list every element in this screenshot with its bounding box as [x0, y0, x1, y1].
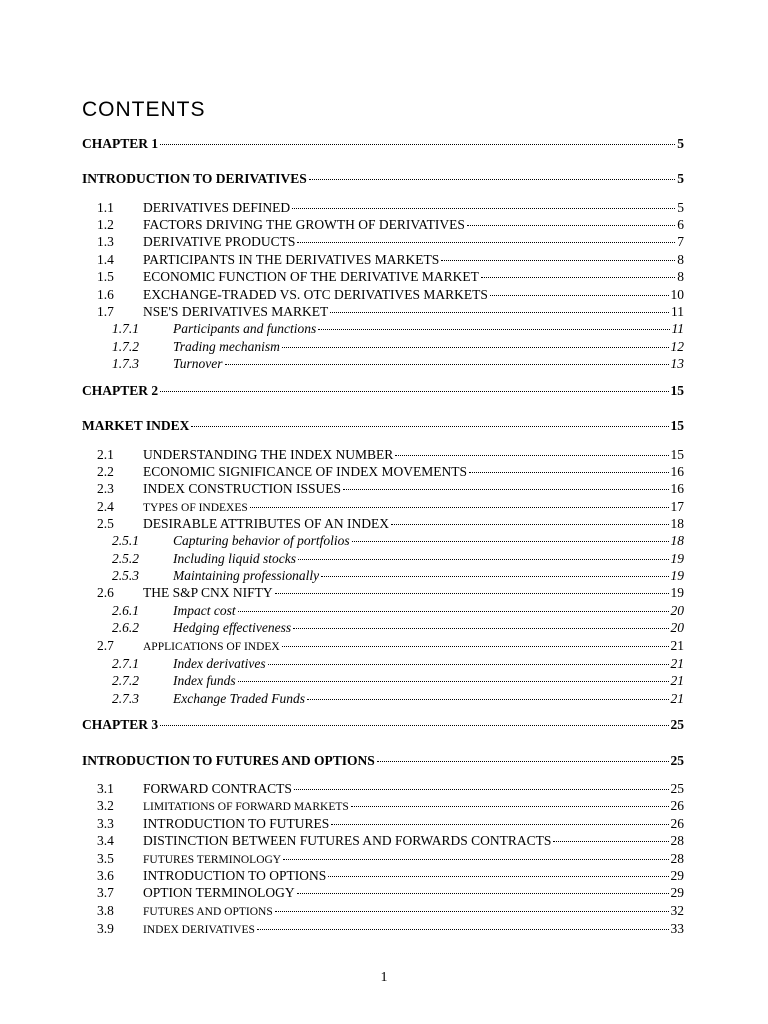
dot-leader — [377, 761, 669, 762]
entry-number: 3.9 — [97, 921, 114, 936]
toc-section-entry[interactable] — [97, 584, 684, 602]
dot-leader — [395, 455, 668, 456]
entry-number: 2.2 — [97, 464, 114, 479]
entry-title: Exchange Traded Funds — [173, 691, 305, 706]
dot-leader — [160, 725, 668, 726]
entry-page-number: 29 — [670, 885, 684, 900]
entry-title: DISTINCTION BETWEEN FUTURES AND FORWARDS CONTRACTS — [143, 833, 552, 848]
entry-number: 1.5 — [97, 269, 114, 284]
page-title: CONTENTS — [82, 98, 206, 122]
entry-title: DESIRABLE ATTRIBUTES OF AN INDEX — [143, 516, 390, 531]
entry-page-number: 15 — [670, 383, 684, 398]
entry-number: 3.5 — [97, 851, 114, 866]
entry-title: EXCHANGE-TRADED VS. OTC DERIVATIVES MARKETS — [143, 287, 488, 302]
entry-page-number: 28 — [670, 833, 684, 848]
dot-leader — [352, 541, 669, 542]
dot-leader — [297, 242, 675, 243]
dot-leader — [238, 611, 669, 612]
entry-number: 2.7.1 — [112, 656, 139, 671]
entry-title: FUTURES AND OPTIONS — [143, 906, 273, 918]
entry-page-number: 5 — [677, 171, 684, 186]
dot-leader — [293, 628, 668, 629]
page-number: 1 — [380, 970, 388, 985]
entry-number: 2.3 — [97, 481, 114, 496]
entry-page-number: 29 — [670, 868, 684, 883]
toc-chapter-entry[interactable] — [82, 135, 684, 153]
toc-section-entry[interactable] — [97, 480, 684, 498]
entry-number: 1.7.1 — [112, 321, 139, 336]
entry-page-number: 16 — [670, 464, 684, 479]
entry-title: INDEX DERIVATIVES — [143, 924, 255, 936]
dot-leader — [160, 391, 668, 392]
entry-title: PARTICIPANTS IN THE DERIVATIVES MARKETS — [143, 252, 440, 267]
entry-title: UNDERSTANDING THE INDEX NUMBER — [143, 447, 394, 462]
entry-title: Index funds — [173, 673, 236, 688]
entry-page-number: 18 — [670, 516, 684, 531]
dot-leader — [318, 329, 669, 330]
toc-subsection-entry[interactable] — [112, 655, 684, 673]
entry-title: Turnover — [173, 356, 223, 371]
entry-page-number: 15 — [670, 447, 684, 462]
dot-leader — [441, 260, 675, 261]
toc-section-entry[interactable] — [97, 286, 684, 304]
entry-title: DERIVATIVES DEFINED — [143, 200, 291, 215]
entry-number: 1.6 — [97, 287, 114, 302]
entry-title: INTRODUCTION TO OPTIONS — [143, 868, 327, 883]
entry-number: 2.5 — [97, 516, 114, 531]
entry-page-number: 26 — [670, 816, 684, 831]
dot-leader — [307, 699, 669, 700]
toc-section-entry[interactable] — [97, 251, 684, 269]
toc-subsection-entry[interactable] — [112, 320, 684, 338]
dot-leader — [328, 876, 668, 877]
dot-leader — [225, 364, 669, 365]
toc-section-entry[interactable] — [97, 268, 684, 286]
entry-page-number: 13 — [670, 356, 684, 371]
entry-title: Impact cost — [173, 603, 236, 618]
toc-chapter-entry[interactable] — [82, 382, 684, 400]
entry-number: 2.1 — [97, 447, 114, 462]
entry-page-number: 21 — [670, 656, 684, 671]
dot-leader — [250, 507, 669, 508]
dot-leader — [160, 144, 675, 145]
entry-page-number: 8 — [677, 269, 684, 284]
toc-section-entry[interactable] — [97, 832, 684, 850]
entry-title: NSE'S DERIVATIVES MARKET — [143, 304, 329, 319]
entry-number: 2.7 — [97, 638, 114, 653]
dot-leader — [191, 426, 668, 427]
dot-leader — [343, 489, 668, 490]
toc-section-entry[interactable] — [97, 515, 684, 533]
dot-leader — [282, 347, 669, 348]
entry-title: MARKET INDEX — [82, 418, 190, 433]
entry-title: INTRODUCTION TO DERIVATIVES — [82, 171, 307, 186]
entry-number: 3.1 — [97, 781, 114, 796]
toc-subsection-entry[interactable] — [112, 532, 684, 550]
entry-page-number: 5 — [677, 200, 684, 215]
toc-section-entry[interactable] — [97, 902, 684, 921]
toc-section-entry[interactable] — [97, 780, 684, 798]
entry-title: OPTION TERMINOLOGY — [143, 885, 295, 900]
entry-title: Maintaining professionally — [173, 568, 320, 583]
entry-title: INDEX CONSTRUCTION ISSUES — [143, 481, 342, 496]
entry-number: 3.7 — [97, 885, 114, 900]
entry-number: 2.7.2 — [112, 673, 139, 688]
entry-page-number: 25 — [670, 717, 684, 732]
entry-page-number: 11 — [671, 304, 684, 319]
toc-subsection-entry[interactable] — [112, 690, 684, 708]
entry-page-number: 28 — [670, 851, 684, 866]
entry-title: ECONOMIC SIGNIFICANCE OF INDEX MOVEMENTS — [143, 464, 468, 479]
dot-leader — [238, 681, 669, 682]
entry-title: ECONOMIC FUNCTION OF THE DERIVATIVE MARKET — [143, 269, 479, 284]
entry-title: TYPES OF INDEXES — [143, 502, 248, 514]
entry-page-number: 10 — [670, 287, 684, 302]
entry-number: 2.6 — [97, 585, 114, 600]
dot-leader — [294, 789, 669, 790]
toc-subsection-entry[interactable] — [112, 550, 684, 568]
entry-title: DERIVATIVE PRODUCTS — [143, 234, 296, 249]
dot-leader — [331, 824, 668, 825]
toc-section-entry[interactable] — [97, 920, 684, 939]
entry-number: 1.7.3 — [112, 356, 139, 371]
toc-chapter-entry[interactable] — [82, 417, 684, 435]
toc-section-entry[interactable] — [97, 884, 684, 902]
toc-section-entry[interactable] — [97, 303, 684, 321]
toc-section-entry[interactable] — [97, 637, 684, 656]
entry-number: 1.7.2 — [112, 339, 139, 354]
entry-page-number: 19 — [670, 585, 684, 600]
entry-title: THE S&P CNX NIFTY — [143, 585, 273, 600]
entry-page-number: 8 — [677, 252, 684, 267]
entry-number: 1.2 — [97, 217, 114, 232]
entry-number: 3.3 — [97, 816, 114, 831]
entry-title: CHAPTER 3 — [82, 717, 159, 732]
entry-page-number: 26 — [670, 798, 684, 813]
toc-section-entry[interactable] — [97, 463, 684, 481]
entry-page-number: 7 — [677, 234, 684, 249]
entry-page-number: 16 — [670, 481, 684, 496]
dot-leader — [275, 593, 669, 594]
entry-page-number: 25 — [670, 781, 684, 796]
entry-number: 3.8 — [97, 903, 114, 918]
entry-page-number: 15 — [670, 418, 684, 433]
entry-number: 2.4 — [97, 499, 114, 514]
entry-page-number: 20 — [670, 620, 684, 635]
entry-page-number: 5 — [677, 136, 684, 151]
dot-leader — [490, 295, 669, 296]
toc-subsection-entry[interactable] — [112, 338, 684, 356]
toc-section-entry[interactable] — [97, 233, 684, 251]
toc-section-entry[interactable] — [97, 867, 684, 885]
entry-page-number: 32 — [670, 903, 684, 918]
dot-leader — [292, 208, 675, 209]
toc-section-entry[interactable] — [97, 216, 684, 234]
entry-page-number: 20 — [670, 603, 684, 618]
toc-chapter-entry[interactable] — [82, 752, 684, 770]
entry-title: Including liquid stocks — [173, 551, 296, 566]
entry-number: 1.3 — [97, 234, 114, 249]
entry-number: 2.5.2 — [112, 551, 139, 566]
dot-leader — [330, 312, 669, 313]
toc-section-entry[interactable] — [97, 815, 684, 833]
toc-section-entry[interactable] — [97, 797, 684, 816]
toc-subsection-entry[interactable] — [112, 619, 684, 637]
dot-leader — [321, 576, 668, 577]
entry-page-number: 21 — [670, 673, 684, 688]
entry-page-number: 19 — [670, 568, 684, 583]
entry-page-number: 18 — [670, 533, 684, 548]
toc-section-entry[interactable] — [97, 446, 684, 464]
entry-page-number: 11 — [671, 321, 684, 336]
dot-leader — [467, 225, 675, 226]
dot-leader — [391, 524, 668, 525]
entry-title: INTRODUCTION TO FUTURES — [143, 816, 330, 831]
dot-leader — [309, 179, 675, 180]
entry-number: 2.6.1 — [112, 603, 139, 618]
entry-number: 2.5.3 — [112, 568, 139, 583]
entry-title: Capturing behavior of portfolios — [173, 533, 350, 548]
entry-title: Participants and functions — [173, 321, 317, 336]
entry-number: 1.7 — [97, 304, 114, 319]
toc-subsection-entry[interactable] — [112, 672, 684, 690]
entry-page-number: 25 — [670, 753, 684, 768]
toc-section-entry[interactable] — [97, 199, 684, 217]
dot-leader — [283, 859, 668, 860]
entry-title: Index derivatives — [173, 656, 266, 671]
entry-number: 3.2 — [97, 798, 114, 813]
entry-title: FUTURES TERMINOLOGY — [143, 854, 282, 866]
entry-page-number: 21 — [670, 638, 684, 653]
entry-number: 2.6.2 — [112, 620, 139, 635]
dot-leader — [282, 646, 669, 647]
entry-title: INTRODUCTION TO FUTURES AND OPTIONS — [82, 753, 375, 768]
entry-number: 2.5.1 — [112, 533, 139, 548]
entry-number: 3.6 — [97, 868, 114, 883]
toc-chapter-entry[interactable] — [82, 716, 684, 734]
dot-leader — [469, 472, 668, 473]
entry-title: Hedging effectiveness — [173, 620, 292, 635]
entry-title: FORWARD CONTRACTS — [143, 781, 292, 796]
toc-chapter-entry[interactable] — [82, 170, 684, 188]
entry-title: Trading mechanism — [173, 339, 280, 354]
dot-leader — [351, 806, 669, 807]
entry-page-number: 17 — [670, 499, 684, 514]
dot-leader — [481, 277, 675, 278]
toc-subsection-entry[interactable] — [112, 602, 684, 620]
entry-number: 2.7.3 — [112, 691, 139, 706]
entry-number: 1.4 — [97, 252, 114, 267]
entry-title: APPLICATIONS OF INDEX — [143, 641, 280, 653]
entry-number: 1.1 — [97, 200, 114, 215]
entry-page-number: 21 — [670, 691, 684, 706]
entry-number: 3.4 — [97, 833, 114, 848]
entry-page-number: 33 — [670, 921, 684, 936]
dot-leader — [275, 911, 669, 912]
dot-leader — [553, 841, 668, 842]
entry-title: CHAPTER 2 — [82, 383, 159, 398]
dot-leader — [257, 929, 669, 930]
dot-leader — [297, 893, 669, 894]
entry-title: LIMITATIONS OF FORWARD MARKETS — [143, 801, 349, 813]
entry-page-number: 6 — [677, 217, 684, 232]
dot-leader — [298, 559, 669, 560]
toc-subsection-entry[interactable] — [112, 355, 684, 373]
toc-subsection-entry[interactable] — [112, 567, 684, 585]
entry-page-number: 12 — [670, 339, 684, 354]
entry-title: FACTORS DRIVING THE GROWTH OF DERIVATIVES — [143, 217, 465, 232]
entry-page-number: 19 — [670, 551, 684, 566]
entry-title: CHAPTER 1 — [82, 136, 159, 151]
dot-leader — [268, 664, 669, 665]
